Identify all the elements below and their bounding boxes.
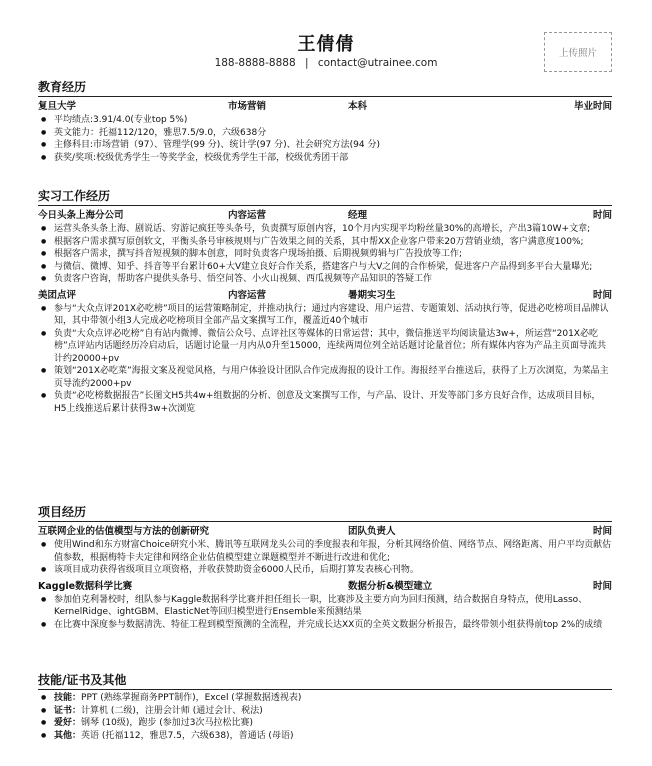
graduation-time: 毕业时间 xyxy=(573,101,612,112)
project-details-list xyxy=(38,539,612,577)
skill-label: 技能： xyxy=(54,693,82,703)
job-level: 暑期实习生 xyxy=(348,289,396,301)
project-time: 时间 xyxy=(592,526,612,537)
company-name: 美团点评 xyxy=(38,289,77,301)
list-item xyxy=(38,717,612,730)
skill-text: PPT (熟练掌握商务PPT制作)，Excel (掌握数据透视表) xyxy=(81,693,302,703)
contact-separator: | xyxy=(304,57,309,69)
list-item xyxy=(38,705,612,718)
work-section xyxy=(38,189,612,415)
list-item: ● 参与“大众点评201X必吃榜”项目的运营策略制定，并推动执行；通过内容建设、用户运营、专题策划、活动执行等，促进必吃榜项目品牌认知，其中带领小组3人完成必吃榜项目全部产品文案撰写工作，覆盖近40个城市 xyxy=(38,303,612,328)
company-name: 今日头条上海分公司 xyxy=(38,210,124,221)
skill-text: 计算机 (二级)，注册会计师 (通过会计、税法) xyxy=(81,705,263,716)
education-list xyxy=(38,114,612,164)
education-title: 教育经历 xyxy=(38,80,612,97)
list-item xyxy=(38,692,612,705)
skills-list xyxy=(38,692,612,742)
list-item: ● 运营头条头条上海、剧说话、穷游记疯狂等头条号，负责撰写原创内容，10个月内实现平均粉丝量30%的高增长，产出3篇10W+文章; xyxy=(38,223,612,236)
list-item: ● 负责客户咨询，帮助客户提供头条号、悟空问答、小火山视频、西瓜视频等产品知识的答疑工作 xyxy=(38,273,612,286)
project-name: 互联网企业的估值模型与方法的创新研究 xyxy=(38,526,210,537)
list-item: ● 在比赛中深度参与数据清洗、特征工程到模型预测的全流程，并完成长达XX页的全英文数据分析报告，最终带领小组获得前top 2%的成绩 xyxy=(38,619,612,632)
list-item: ● 与微信、微博、知乎、抖音等平台累计60+大V建立良好合作关系，搭建客户与大V之间的合作桥梁，促进客户产品得到多平台大量曝光; xyxy=(38,261,612,274)
projects-title: 项目经历 xyxy=(38,505,612,522)
list-item: ● 使用Wind和东方财富Choice研究小米、腾讯等互联网龙头公司的季度报表和年报，分析其网络价值、网络节点、网络距离、用户平均贡献估值参数，根据梅特卡夫定律和网络企业估值模型建立课题模型并不断进行改进和优化; xyxy=(38,539,612,564)
list-item: ● 负责“必吃榜数据报告”长图文H5共4w+组数据的分析、创意及文案撰写工作，与产品、设计、开发等部门多方良好合作，达成项目目标，H5上线推送后累计获得3w+次浏览 xyxy=(38,390,612,415)
project-details-list xyxy=(38,594,612,632)
candidate-name: 王倩倩 xyxy=(297,34,355,55)
skills-section xyxy=(38,673,612,742)
education-header-row xyxy=(38,99,612,114)
job-time: 时间 xyxy=(592,289,612,301)
skill-label: 其他： xyxy=(54,730,82,741)
job-header-row xyxy=(38,288,612,303)
skill-label: 爱好： xyxy=(54,718,82,728)
upload-photo-button[interactable]: 上传照片 xyxy=(544,32,612,72)
skill-text: 钢琴 (10级)，跑步 (参加过3次马拉松比赛) xyxy=(81,718,253,728)
job-level: 经理 xyxy=(348,210,368,221)
job-duties-list xyxy=(38,303,612,416)
degree-name: 本科 xyxy=(348,101,368,112)
job-role: 内容运营 xyxy=(228,289,267,301)
project-role: 团队负责人 xyxy=(348,526,396,537)
projects-section xyxy=(38,505,612,631)
list-item: ● 策划“201X必吃菜”海报文案及视觉风格，与用户体验设计团队合作完成海报的设计工作。海报经平台推送后，获得了上万次浏览，为菜品主页导流约2000+pv xyxy=(38,365,612,390)
list-item: ● 平均绩点:3.91/4.0(专业top 5%) xyxy=(38,114,612,127)
list-item: ● 根据客户需求，撰写抖音短视频的脚本创意，同时负责客户现场拍摄、后期视频剪辑与广告投放等工作; xyxy=(38,248,612,261)
list-item: ● 该项目成功获得省级项目立项资格，并收获赞助资金6000人民币，后期打算发表核心刊物。 xyxy=(38,564,612,577)
project-name: Kaggle数据科学比赛 xyxy=(38,580,133,592)
project-header-row xyxy=(38,579,612,594)
email-address: contact@utrainee.com xyxy=(317,57,438,69)
skills-title: 技能/证书及其他 xyxy=(38,673,612,690)
school-name: 复旦大学 xyxy=(38,101,77,112)
list-item: ● 获奖/奖项:校级优秀学生一等奖学金，校级优秀学生干部，校级优秀团干部 xyxy=(38,152,612,165)
skill-label: 证书： xyxy=(54,705,82,716)
skill-text: 英语 (托福112，雅思7.5，六级638)，普通话 (母语) xyxy=(81,730,294,741)
job-duties-list xyxy=(38,223,612,286)
job-role: 内容运营 xyxy=(228,210,267,221)
work-title: 实习工作经历 xyxy=(38,189,612,206)
list-item: ● 负责“大众点评必吃榜”自有站内微博、微信公众号、点评社区等媒体的日常运营；其中，微信推送平均阅读量达3w+，所运营“201X必吃榜”点评站内话题经历冷启动后，话题讨论量一月内从0升至15000，连续两周位列全站话题讨论量首位；所有媒体内容为产品主页面导流共计约20000+pv xyxy=(38,328,612,366)
education-section xyxy=(38,80,612,164)
phone-number: 188-8888-8888 xyxy=(214,57,296,69)
project-role: 数据分析&模型建立 xyxy=(348,580,433,592)
job-header-row xyxy=(38,208,612,223)
job-time: 时间 xyxy=(592,210,612,221)
major-name: 市场营销 xyxy=(228,101,267,112)
list-item: ● 根据客户需求撰写原创软文，平衡头条号审核规则与广告效果之间的关系，其中帮XX企业客户带来20万营销业绩，客户满意度100%; xyxy=(38,236,612,249)
list-item: ● 主修科目:市场营销（97）、管理学(99 分)、统计学(97 分)、社会研究方法(94 分) xyxy=(38,139,612,152)
project-header-row xyxy=(38,524,612,539)
list-item xyxy=(38,730,612,743)
list-item: ● 参加伯克利暑校时，组队参与Kaggle数据科学比赛并担任组长一职，比赛涉及主要方向为回归预测，结合数据自身特点，使用Lasso、KernelRidge、ightGBM、ElasticNet等回归模型进行Ensemble来预测结果 xyxy=(38,594,612,619)
project-time: 时间 xyxy=(592,580,612,592)
list-item: ● 英文能力：托福112/120，雅思7.5/9.0，六级638分 xyxy=(38,127,612,140)
